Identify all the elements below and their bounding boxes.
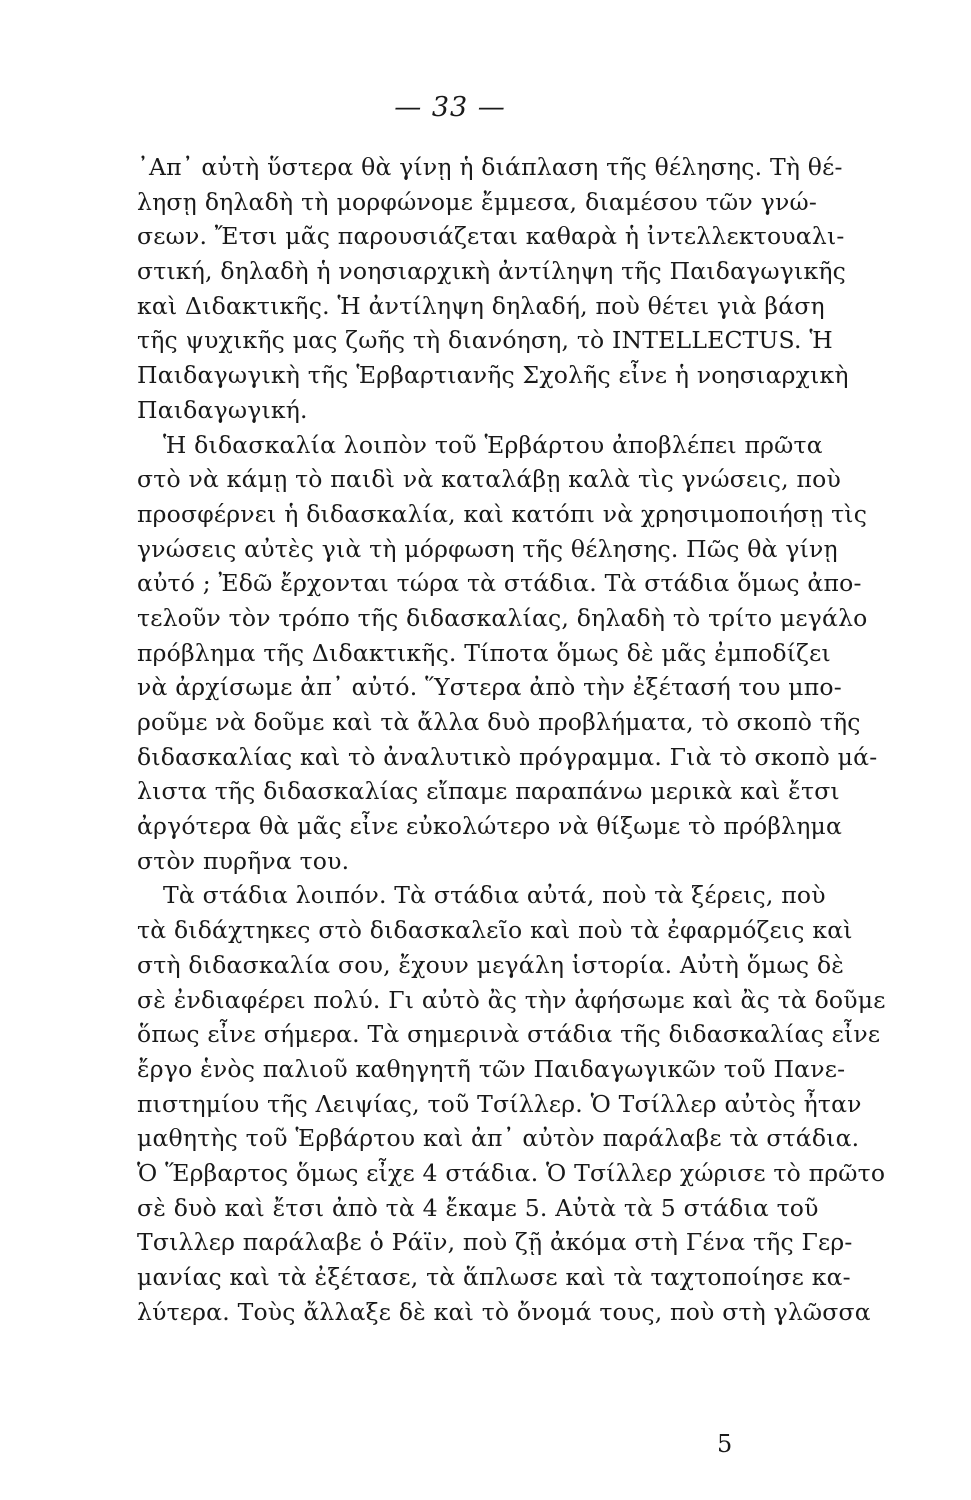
text-line: ἀργότερα θὰ μᾶς εἶνε εὐκολώτερο νὰ θίξωμε τὸ πρόβλημα — [137, 812, 843, 841]
text-line: διδασκαλίας καὶ τὸ ἀναλυτικὸ πρόγραμμα. Γιὰ τὸ σκοπὸ μά- — [137, 742, 878, 771]
text-line: πρόβλημα τῆς Διδακτικῆς. Τίποτα ὅμως δὲ μᾶς ἐμποδίζει — [137, 638, 831, 667]
text-line: στική, δηλαδὴ ἡ νοησιαρχικὴ ἀντίληψη τῆς Παιδαγωγικῆς — [137, 257, 846, 286]
text-line: Παιδαγωγικὴ τῆς Ἑρβαρτιανῆς Σχολῆς εἶνε ἡ νοησιαρχικὴ — [137, 361, 849, 390]
text-line: σὲ δυὸ καὶ ἔτσι ἀπὸ τὰ 4 ἔκαμε 5. Αὐτὰ τὰ 5 στάδια τοῦ — [137, 1193, 819, 1222]
text-line: τὰ διδάχτηκες στὸ διδασκαλεῖο καὶ ποὺ τὰ ἐφαρμόζεις καὶ — [137, 916, 853, 945]
text-line: προσφέρνει ἡ διδασκαλία, καὶ κατόπι νὰ χρησιμοποιήσῃ τὶς — [137, 499, 868, 528]
text-line: στὸν πυρῆνα του. — [137, 846, 350, 875]
text-line: τελοῦν τὸν τρόπο τῆς διδασκαλίας, δηλαδὴ τὸ τρίτο μεγάλο — [137, 603, 868, 632]
text-line: λιστα τῆς διδασκαλίας εἴπαμε παραπάνω μερικὰ καὶ ἔτσι — [137, 777, 840, 806]
text-line: λύτερα. Τοὺς ἄλλαξε δὲ καὶ τὸ ὄνομά τους, ποὺ στὴ γλῶσσα — [137, 1297, 871, 1326]
text-line: σὲ ἐνδιαφέρει πολύ. Γι αὐτὸ ἂς τὴν ἀφήσωμε καὶ ἂς τὰ δοῦμε — [137, 985, 886, 1014]
text-line: σεων. Ἔτσι μᾶς παρουσιάζεται καθαρὰ ἡ ἰντελλεκτουαλι- — [137, 222, 845, 251]
text-line: μανίας καὶ τὰ ἐξέτασε, τὰ ἅπλωσε καὶ τὰ ταχτοποίησε κα- — [137, 1263, 851, 1291]
text-line: λησῃ δηλαδὴ τὴ μορφώνομε ἔμμεσα, διαμέσου τῶν γνώ- — [137, 187, 817, 216]
text-line: μαθητὴς τοῦ Ἑρβάρτου καὶ ἀπ᾿ αὐτὸν παράλαβε τὰ στάδια. — [137, 1124, 860, 1153]
text-line: Ἡ διδασκαλία λοιπὸν τοῦ Ἑρβάρτου ἀποβλέπει πρῶτα — [163, 430, 823, 459]
page-number: — 33 — — [394, 92, 506, 123]
text-line: νὰ ἀρχίσωμε ἀπ᾿ αὐτό. Ὕστερα ἀπὸ τὴν ἐξέτασή του μπο- — [137, 673, 842, 702]
text-line: Παιδαγωγική. — [137, 395, 308, 424]
text-line: καὶ Διδακτικῆς. Ἡ ἀντίληψη δηλαδή, ποὺ θέτει γιὰ βάση — [137, 291, 825, 320]
body-text — [137, 150, 886, 1329]
text-line: γνώσεις αὐτὲς γιὰ τὴ μόρφωση τῆς θέλησης. Πῶς θὰ γίνῃ — [137, 534, 838, 563]
text-line: ροῦμε νὰ δοῦμε καὶ τὰ ἄλλα δυὸ προβλήματα, τὸ σκοπὸ τῆς — [137, 708, 861, 736]
text-line: στὸ νὰ κάμῃ τὸ παιδὶ νὰ καταλάβῃ καλὰ τὶς γνώσεις, ποὺ — [137, 465, 841, 494]
text-line: Τὰ στάδια λοιπόν. Τὰ στάδια αὐτά, ποὺ τὰ ξέρεις, ποὺ — [163, 881, 826, 910]
text-line: Ὁ Ἕρβαρτος ὅμως εἶχε 4 στάδια. Ὁ Τσίλλερ χώρισε τὸ πρῶτο — [137, 1158, 886, 1187]
text-line: αὐτό ; Ἐδῶ ἔρχονται τώρα τὰ στάδια. Τὰ στάδια ὅμως ἀπο- — [137, 569, 862, 598]
text-line: ὅπως εἶνε σήμερα. Τὰ σημερινὰ στάδια τῆς διδασκαλίας εἶνε — [137, 1020, 881, 1049]
text-line: στὴ διδασκαλία σου, ἔχουν μεγάλη ἱστορία. Αὐτὴ ὅμως δὲ — [137, 950, 845, 979]
text-line: ἔργο ἑνὸς παλιοῦ καθηγητῆ τῶν Παιδαγωγικῶν τοῦ Πανε- — [137, 1054, 846, 1083]
text-line: πιστημίου τῆς Λειψίας, τοῦ Τσίλλερ. Ὁ Τσίλλερ αὐτὸς ἦταν — [137, 1089, 862, 1118]
text-line: Τσιλλερ παράλαβε ὁ Ράϊν, ποὺ ζῇ ἀκόμα στὴ Γένα τῆς Γερ- — [137, 1228, 853, 1257]
text-line: τῆς ψυχικῆς μας ζωῆς τὴ διανόηση, τὸ INTELLECTUS. Ἡ — [137, 326, 833, 355]
text-line: ᾿Απ᾿ αὐτὴ ὕστερα θὰ γίνῃ ἡ διάπλαση τῆς θέλησης. Τὴ θέ- — [137, 153, 843, 181]
signature-mark: 5 — [717, 1430, 733, 1458]
